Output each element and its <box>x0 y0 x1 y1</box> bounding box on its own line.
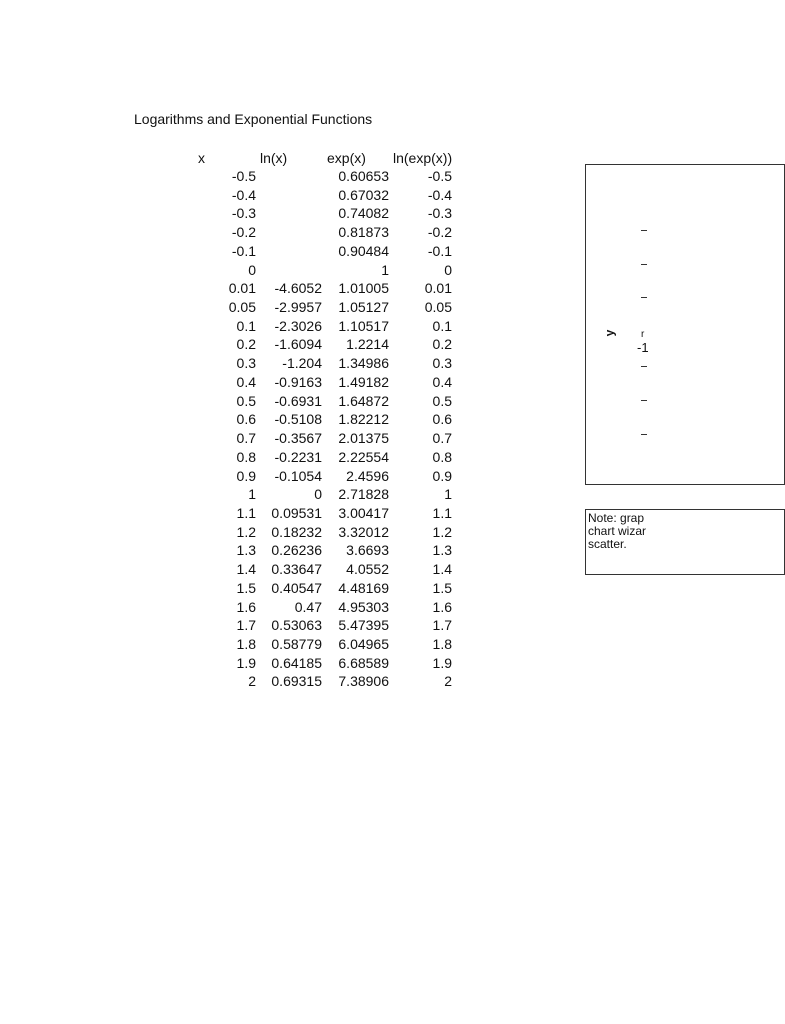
cell-x[interactable]: -0.5 <box>231 168 256 184</box>
cell-exp[interactable]: 2.01375 <box>338 430 389 447</box>
chart-y-tick <box>641 434 647 435</box>
cell-ln[interactable]: -1.204 <box>282 355 322 372</box>
cell-x[interactable]: 0.8 <box>236 448 256 465</box>
cell-x[interactable]: 1.7 <box>236 617 256 634</box>
cell-exp[interactable]: 4.95303 <box>338 598 389 615</box>
cell-x[interactable]: -0.1 <box>231 242 256 259</box>
cell-ln-exp[interactable]: 1.4 <box>432 561 452 578</box>
chart-note-box[interactable] <box>585 509 785 575</box>
cell-ln-exp[interactable]: 0.7 <box>432 430 452 447</box>
cell-ln-exp[interactable]: 2 <box>444 673 452 690</box>
cell-exp[interactable]: 1.10517 <box>338 317 389 334</box>
cell-ln-exp[interactable]: 1.3 <box>432 542 452 559</box>
cell-x[interactable]: 0.3 <box>236 355 256 372</box>
cell-ln[interactable]: 0.26236 <box>271 542 322 559</box>
cell-ln-exp[interactable]: -0.1 <box>427 242 452 259</box>
cell-exp[interactable]: 1.01005 <box>338 280 389 297</box>
cell-ln-exp[interactable]: 1.1 <box>432 504 452 521</box>
cell-exp[interactable]: 0.60653 <box>338 168 389 184</box>
cell-ln[interactable]: -0.9163 <box>274 373 322 390</box>
cell-x[interactable]: 1.3 <box>236 542 256 559</box>
chart-y-tick <box>641 230 647 231</box>
cell-ln[interactable]: -2.3026 <box>274 317 322 334</box>
cell-exp[interactable]: 3.32012 <box>338 523 389 540</box>
cell-x[interactable]: 1.5 <box>236 579 256 596</box>
cell-x[interactable]: 0.05 <box>228 299 256 316</box>
cell-ln-exp[interactable]: 1.9 <box>432 654 452 671</box>
note-line: scatter. <box>588 537 627 551</box>
cell-ln-exp[interactable]: 1.5 <box>432 579 452 596</box>
cell-ln-exp[interactable]: 0.05 <box>424 299 452 316</box>
cell-x[interactable]: 2 <box>248 673 256 690</box>
cell-ln-exp[interactable]: -0.4 <box>427 186 452 203</box>
cell-ln-exp[interactable]: 0.6 <box>432 411 452 428</box>
cell-exp[interactable]: 7.38906 <box>338 673 389 690</box>
cell-x[interactable]: 1.2 <box>236 523 256 540</box>
cell-ln[interactable]: 0.47 <box>294 598 322 615</box>
cell-exp[interactable]: 6.68589 <box>338 654 389 671</box>
chart-y-tick <box>641 366 647 367</box>
chart-frame[interactable] <box>585 164 785 485</box>
cell-ln-exp[interactable]: 1.6 <box>432 598 452 615</box>
cell-exp[interactable]: 0.90484 <box>338 242 389 259</box>
cell-ln[interactable]: 0.18232 <box>271 523 322 540</box>
cell-exp[interactable]: 1 <box>381 261 389 278</box>
cell-x[interactable]: 1.1 <box>236 504 256 521</box>
header-x: x <box>198 150 205 166</box>
cell-ln-exp[interactable]: 1 <box>444 486 452 503</box>
cell-ln-exp[interactable]: 0.4 <box>432 373 452 390</box>
chart-y-axis-label: y <box>602 329 617 337</box>
chart-tick-fragment-small: r <box>641 329 645 340</box>
cell-ln[interactable]: 0.64185 <box>271 654 322 671</box>
cell-exp[interactable]: 1.82212 <box>338 411 389 428</box>
chart-tick-fragment: -1 <box>637 340 649 355</box>
chart-y-tick <box>641 400 647 401</box>
cell-exp[interactable]: 6.04965 <box>338 635 389 652</box>
cell-ln[interactable]: -0.1054 <box>274 467 322 484</box>
cell-exp[interactable]: 1.64872 <box>338 392 389 409</box>
cell-ln[interactable]: -0.3567 <box>274 430 322 447</box>
cell-ln-exp[interactable]: 0.9 <box>432 467 452 484</box>
cell-exp[interactable]: 0.67032 <box>338 186 389 203</box>
cell-x[interactable]: 1.8 <box>236 635 256 652</box>
cell-ln-exp[interactable]: 1.7 <box>432 617 452 634</box>
cell-ln[interactable]: -1.6094 <box>274 336 322 353</box>
cell-ln[interactable]: 0.33647 <box>271 561 322 578</box>
cell-x[interactable]: 0.5 <box>236 392 256 409</box>
chart-y-tick <box>641 264 647 265</box>
cell-x[interactable]: 0.2 <box>236 336 256 353</box>
cell-exp[interactable]: 5.47395 <box>338 617 389 634</box>
cell-x[interactable]: 0.4 <box>236 373 256 390</box>
cell-ln[interactable]: 0.69315 <box>271 673 322 690</box>
cell-exp[interactable]: 2.71828 <box>338 486 389 503</box>
cell-exp[interactable]: 1.05127 <box>338 299 389 316</box>
cell-x[interactable]: 1.4 <box>236 561 256 578</box>
cell-ln-exp[interactable]: 1.8 <box>432 635 452 652</box>
cell-exp[interactable]: 0.74082 <box>338 205 389 222</box>
note-line: Note: grap <box>588 511 645 525</box>
cell-exp[interactable]: 1.49182 <box>338 373 389 390</box>
cell-x[interactable]: -0.4 <box>231 186 256 203</box>
cell-exp[interactable]: 3.6693 <box>346 542 389 559</box>
cell-ln-exp[interactable]: -0.5 <box>427 168 452 184</box>
cell-ln-exp[interactable]: 0.8 <box>432 448 452 465</box>
cell-exp[interactable]: 3.00417 <box>338 504 389 521</box>
cell-ln[interactable]: 0.40547 <box>271 579 322 596</box>
cell-ln[interactable]: -2.9957 <box>274 299 322 316</box>
cell-x[interactable]: 0.9 <box>236 467 256 484</box>
cell-exp[interactable]: 4.0552 <box>346 561 389 578</box>
cell-x[interactable]: 0 <box>248 261 256 278</box>
cell-ln-exp[interactable]: 0.5 <box>432 392 452 409</box>
cell-ln[interactable]: 0.09531 <box>271 504 322 521</box>
cell-ln-exp[interactable]: 0.3 <box>432 355 452 372</box>
cell-ln[interactable]: -0.6931 <box>274 392 322 409</box>
cell-x[interactable]: -0.3 <box>231 205 256 222</box>
cell-ln-exp[interactable]: -0.2 <box>427 224 452 241</box>
cell-exp[interactable]: 0.81873 <box>338 224 389 241</box>
cell-exp[interactable]: 4.48169 <box>338 579 389 596</box>
cell-exp[interactable]: 1.34986 <box>338 355 389 372</box>
cell-exp[interactable]: 1.2214 <box>346 336 389 353</box>
cell-x[interactable]: 1.6 <box>236 598 256 615</box>
cell-x[interactable]: 1 <box>248 486 256 503</box>
cell-ln[interactable]: 0.58779 <box>271 635 322 652</box>
chart-y-tick <box>641 297 647 298</box>
note-line: chart wizar <box>588 524 647 538</box>
cell-ln-exp[interactable]: 0 <box>444 261 452 278</box>
cell-ln[interactable]: 0.53063 <box>271 617 322 634</box>
cell-ln-exp[interactable]: -0.3 <box>427 205 452 222</box>
header-ln: ln(x) <box>260 150 288 166</box>
cell-ln[interactable]: -4.6052 <box>274 280 322 297</box>
cell-x[interactable]: 0.7 <box>236 430 256 447</box>
cell-x[interactable]: 1.9 <box>236 654 256 671</box>
cell-ln[interactable]: -0.2231 <box>274 448 322 465</box>
page-title: Logarithms and Exponential Functions <box>134 111 373 127</box>
cell-exp[interactable]: 2.4596 <box>346 467 389 484</box>
cell-x[interactable]: 0.6 <box>236 411 256 428</box>
cell-ln[interactable]: -0.5108 <box>274 411 322 428</box>
header-ln-exp: ln(exp(x)) <box>393 150 453 166</box>
cell-ln-exp[interactable]: 1.2 <box>432 523 452 540</box>
header-exp: exp(x) <box>327 150 366 166</box>
cell-x[interactable]: 0.01 <box>228 280 256 297</box>
cell-ln-exp[interactable]: 0.2 <box>432 336 452 353</box>
cell-ln-exp[interactable]: 0.01 <box>424 280 452 297</box>
cell-x[interactable]: -0.2 <box>231 224 256 241</box>
cell-x[interactable]: 0.1 <box>236 317 256 334</box>
cell-ln[interactable]: 0 <box>314 486 322 503</box>
cell-exp[interactable]: 2.22554 <box>338 448 389 465</box>
cell-ln-exp[interactable]: 0.1 <box>432 317 452 334</box>
